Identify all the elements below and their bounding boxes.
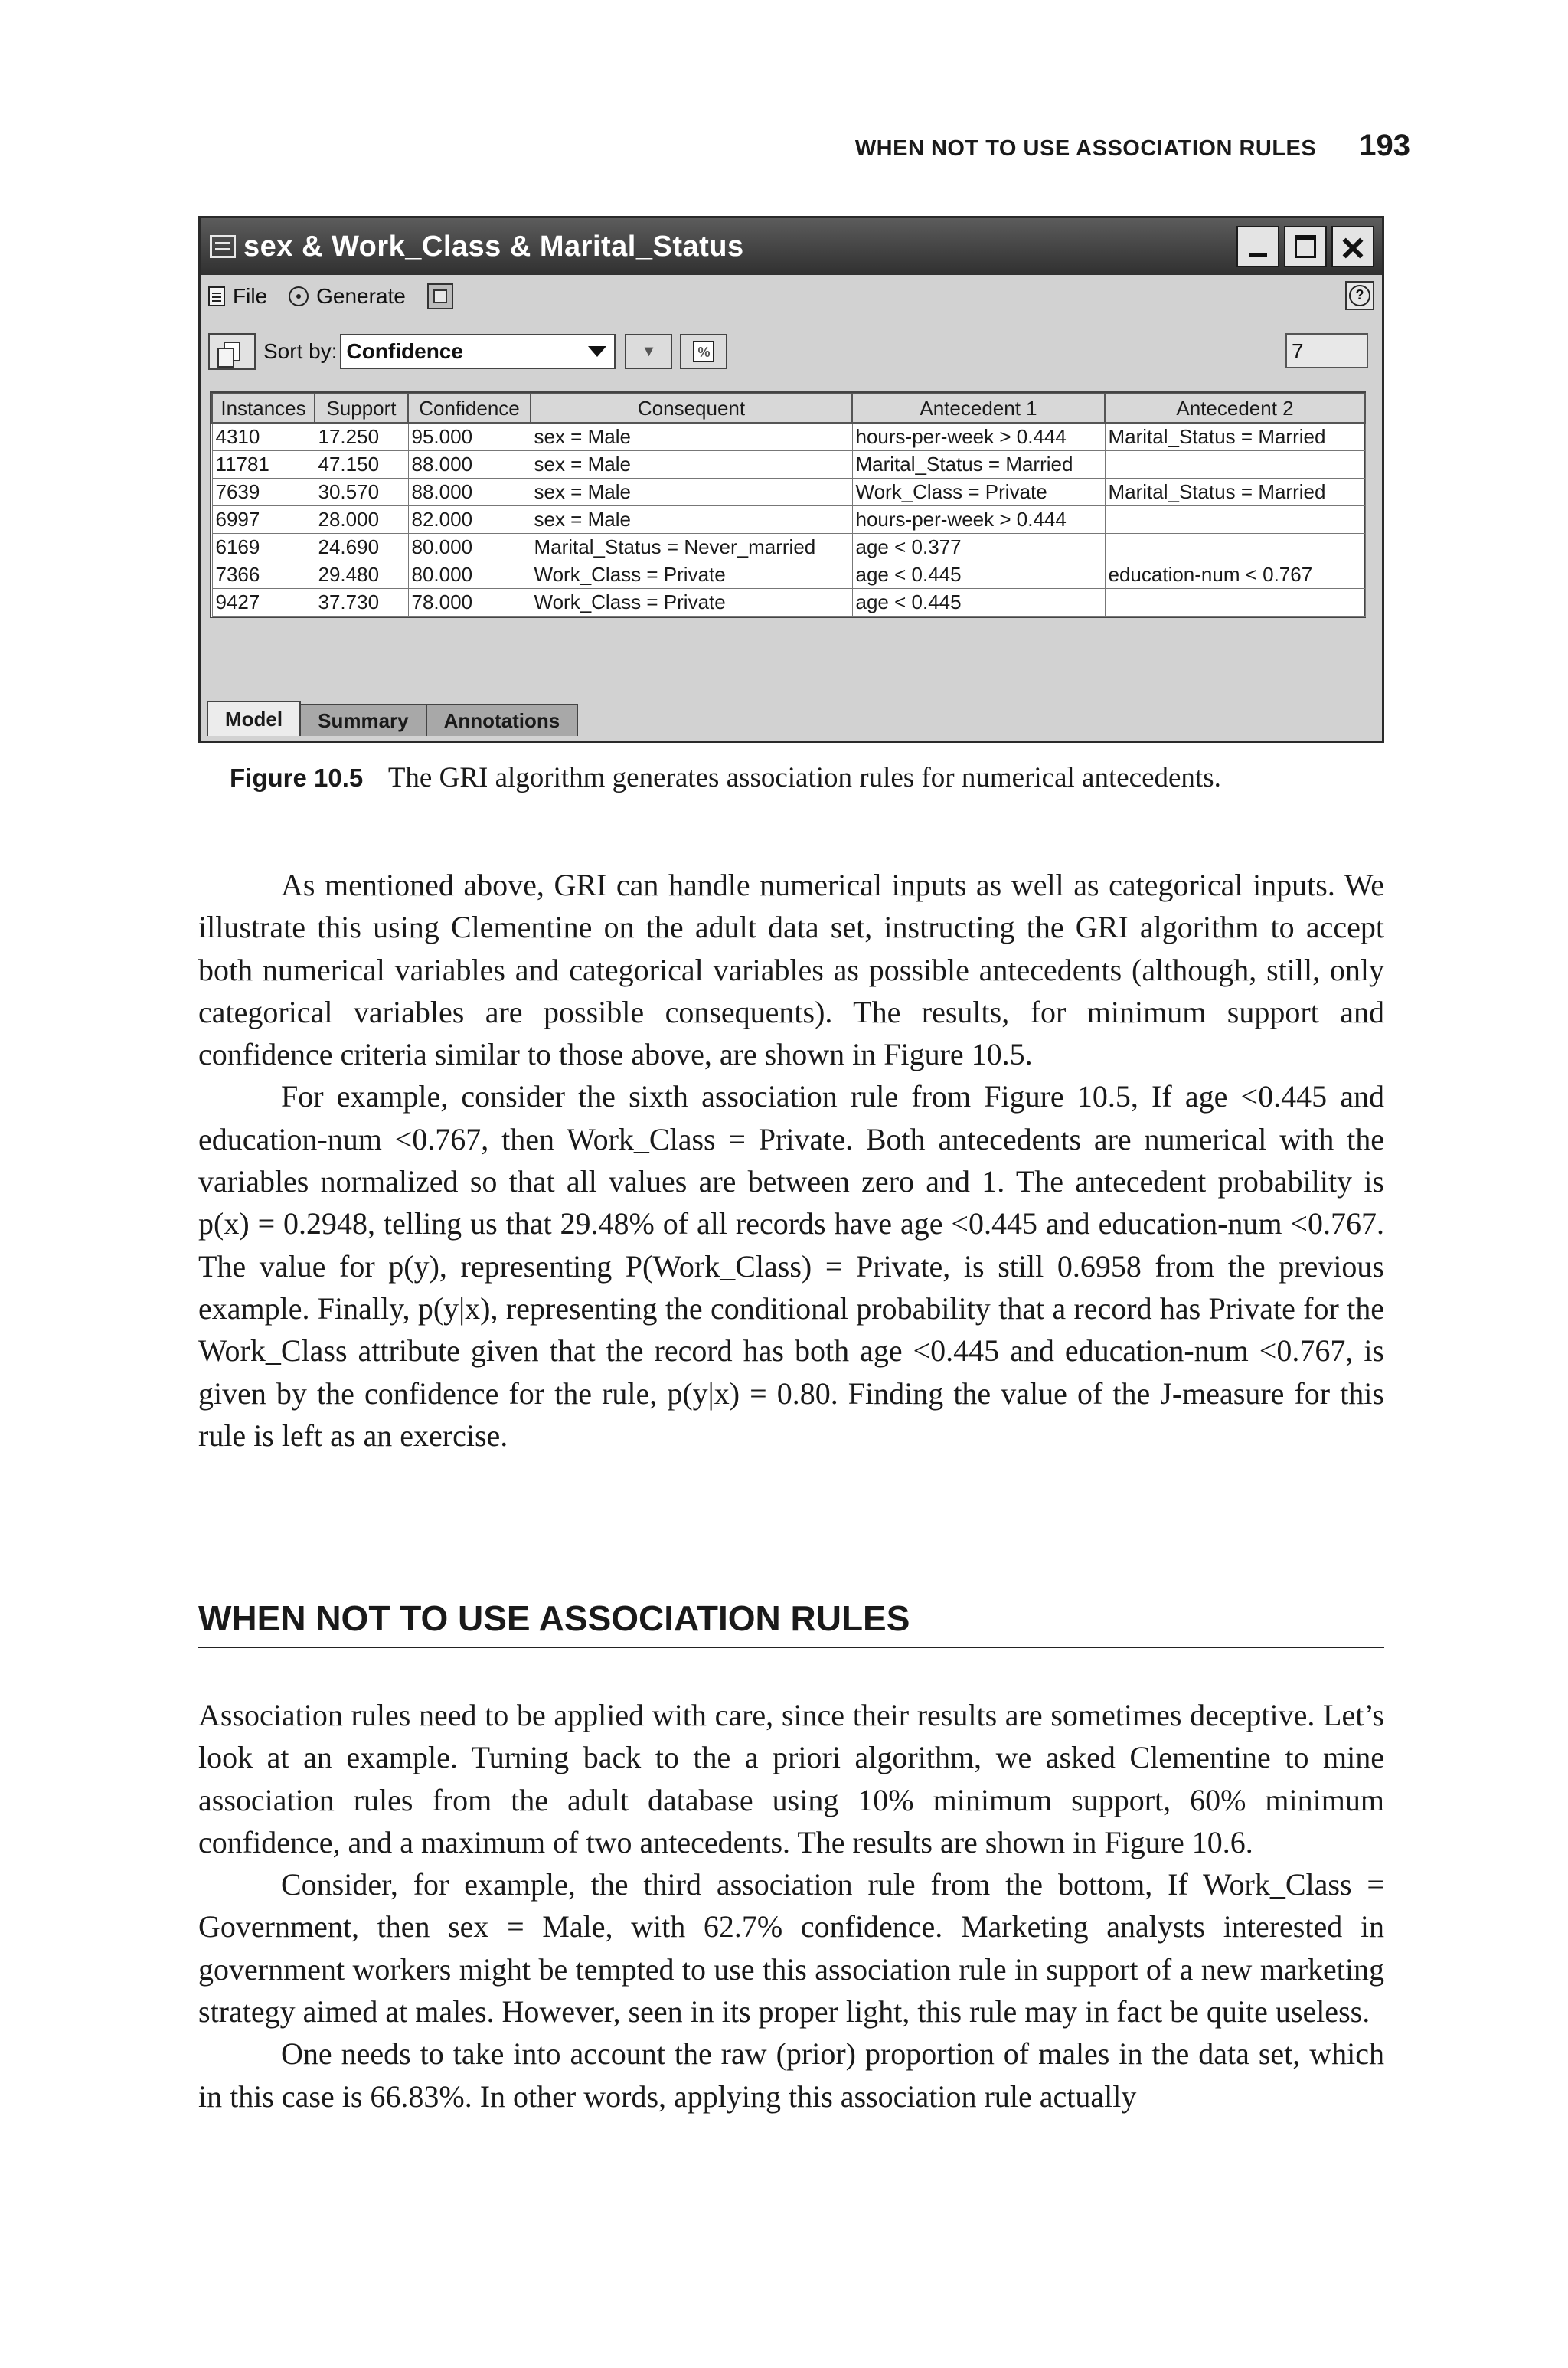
column-header-consequent[interactable]: Consequent xyxy=(531,394,852,423)
rules-table xyxy=(210,391,1366,618)
help-icon: ? xyxy=(1349,285,1370,306)
table-row[interactable] xyxy=(212,561,1365,589)
cell-confidence: 82.000 xyxy=(408,506,531,534)
paragraph-3: Association rules need to be applied with care, since their results are sometimes deceptive. Let’s look at an example. Turning back to the a priori algorithm, we asked Clementine to mine association rules from the adult database using 10% minimum support, 60% minimum confidence, and a maximum of two antecedents. The results are shown in Figure 10.6. xyxy=(198,1698,1384,1859)
cell-consequent: sex = Male xyxy=(531,506,852,534)
cell-confidence: 95.000 xyxy=(408,423,531,451)
rule-count-field: 7 xyxy=(1285,333,1368,368)
body-text-lower xyxy=(198,1694,1384,2118)
menubar xyxy=(208,280,1374,313)
cell-instances: 7366 xyxy=(212,561,315,589)
cell-instances: 6997 xyxy=(212,506,315,534)
paragraph-5: One needs to take into account the raw (prior) proportion of males in the data set, which in this case is 66.83%. In other words, applying this association rule actually xyxy=(198,2036,1384,2114)
cell-antecedent-1: Marital_Status = Married xyxy=(852,451,1105,479)
generate-icon xyxy=(289,286,309,306)
cell-consequent: Work_Class = Private xyxy=(531,561,852,589)
column-header-support[interactable]: Support xyxy=(315,394,408,423)
table-row[interactable] xyxy=(212,589,1365,617)
cell-antecedent-1: hours-per-week > 0.444 xyxy=(852,423,1105,451)
menu-generate[interactable] xyxy=(289,284,406,309)
running-head xyxy=(201,129,1410,172)
window-titlebar[interactable] xyxy=(201,218,1382,275)
menu-generate-label: Generate xyxy=(316,284,406,308)
toolbar xyxy=(208,332,1374,371)
cell-antecedent-2 xyxy=(1105,589,1365,617)
sort-by-select[interactable] xyxy=(340,334,616,369)
tab-model[interactable]: Model xyxy=(207,701,301,736)
help-button[interactable] xyxy=(1345,281,1374,310)
paragraph-2: For example, consider the sixth association rule from Figure 10.5, If age <0.445 and education-num <0.767, then Work_Class = Private. Both antecedents are numerical with the variables normalized so that all values are between zero and 1. The antecedent probability is p(x) = 0.2948, telling us that 29.48% of all records have age <0.445 and education-num <0.767. The value for p(y), representing P(Work_Class) = Private, is still 0.6958 from the previous example. Finally, p(y|x), representing the conditional probability that a record has Private for the Work_Class attribute given that the record has both age <0.445 and education-num <0.767, is given by the confidence for the rule, p(y|x) = 0.80. Finding the value of the J-measure for this rule is left as an exercise. xyxy=(198,1079,1384,1453)
cell-instances: 6169 xyxy=(212,534,315,561)
figure-caption xyxy=(230,760,1378,796)
gri-results-window xyxy=(198,216,1384,743)
cell-support: 47.150 xyxy=(315,451,408,479)
maximize-button[interactable] xyxy=(1284,226,1327,267)
cell-antecedent-1: Work_Class = Private xyxy=(852,479,1105,506)
column-header-confidence[interactable]: Confidence xyxy=(408,394,531,423)
cell-antecedent-2 xyxy=(1105,506,1365,534)
cell-confidence: 88.000 xyxy=(408,479,531,506)
cell-antecedent-2 xyxy=(1105,451,1365,479)
cell-instances: 9427 xyxy=(212,589,315,617)
file-icon xyxy=(208,286,225,306)
column-header-antecedent-2[interactable]: Antecedent 2 xyxy=(1105,394,1365,423)
percent-toggle-button[interactable] xyxy=(680,334,727,369)
close-button[interactable] xyxy=(1331,226,1374,267)
column-header-antecedent-1[interactable]: Antecedent 1 xyxy=(852,394,1105,423)
cell-instances: 11781 xyxy=(212,451,315,479)
sort-by-value: Confidence xyxy=(346,339,463,363)
view-tabs xyxy=(207,701,577,736)
chevron-down-icon xyxy=(588,346,606,357)
window-app-icon xyxy=(210,235,236,258)
cell-support: 37.730 xyxy=(315,589,408,617)
cell-antecedent-2: education-num < 0.767 xyxy=(1105,561,1365,589)
percent-icon: % xyxy=(693,341,714,362)
cell-support: 28.000 xyxy=(315,506,408,534)
body-text-upper xyxy=(198,864,1384,1457)
cell-support: 30.570 xyxy=(315,479,408,506)
cell-support: 17.250 xyxy=(315,423,408,451)
cell-antecedent-2 xyxy=(1105,534,1365,561)
sort-order-button[interactable]: ▼ xyxy=(625,334,672,369)
cell-antecedent-1: hours-per-week > 0.444 xyxy=(852,506,1105,534)
cell-antecedent-2: Marital_Status = Married xyxy=(1105,423,1365,451)
cell-antecedent-1: age < 0.377 xyxy=(852,534,1105,561)
window-title: sex & Work_Class & Marital_Status xyxy=(243,230,744,263)
cell-antecedent-1: age < 0.445 xyxy=(852,561,1105,589)
cell-consequent: sex = Male xyxy=(531,479,852,506)
column-header-instances[interactable]: Instances xyxy=(212,394,315,423)
copy-icon xyxy=(224,342,240,361)
node-tool-icon[interactable] xyxy=(427,283,453,309)
cell-support: 29.480 xyxy=(315,561,408,589)
table-row[interactable] xyxy=(212,451,1365,479)
page-number: 193 xyxy=(1359,129,1410,162)
cell-antecedent-1: age < 0.445 xyxy=(852,589,1105,617)
section-heading: WHEN NOT TO USE ASSOCIATION RULES xyxy=(198,1598,1384,1648)
cell-confidence: 78.000 xyxy=(408,589,531,617)
cell-consequent: sex = Male xyxy=(531,451,852,479)
figure-caption-text: The GRI algorithm generates association rules for numerical antecedents. xyxy=(387,762,1221,793)
table-row[interactable] xyxy=(212,423,1365,451)
cell-support: 24.690 xyxy=(315,534,408,561)
paragraph-1: As mentioned above, GRI can handle numerical inputs as well as categorical inputs. We illustrate this using Clementine on the adult data set, instructing the GRI algorithm to accept both numerical variables and categorical variables as possible antecedents (although, still, only categorical variables are possible consequents). The results, for minimum support and confidence criteria similar to those above, are shown in Figure 10.5. xyxy=(198,868,1384,1072)
figure-label: Figure 10.5 xyxy=(230,764,364,792)
menu-file[interactable] xyxy=(208,284,267,309)
cell-consequent: sex = Male xyxy=(531,423,852,451)
copy-button[interactable] xyxy=(208,333,256,370)
tab-summary[interactable]: Summary xyxy=(299,704,427,736)
tab-annotations[interactable]: Annotations xyxy=(426,704,579,736)
table-row[interactable] xyxy=(212,506,1365,534)
minimize-button[interactable] xyxy=(1236,226,1279,267)
cell-instances: 7639 xyxy=(212,479,315,506)
running-head-title: WHEN NOT TO USE ASSOCIATION RULES xyxy=(854,136,1317,161)
paragraph-4: Consider, for example, the third association rule from the bottom, If Work_Class = Government, then sex = Male, with 62.7% confidence. Marketing analysts interested in government workers might be tempted to use this association rule in support of a new marketing strategy aimed at males. However, seen in its proper light, this rule may in fact be quite useless. xyxy=(198,1867,1384,2029)
table-row[interactable] xyxy=(212,479,1365,506)
cell-instances: 4310 xyxy=(212,423,315,451)
sort-by-label: Sort by: xyxy=(263,339,338,363)
cell-confidence: 80.000 xyxy=(408,534,531,561)
cell-consequent: Marital_Status = Never_married xyxy=(531,534,852,561)
cell-consequent: Work_Class = Private xyxy=(531,589,852,617)
cell-antecedent-2: Marital_Status = Married xyxy=(1105,479,1365,506)
menu-file-label: File xyxy=(233,284,268,308)
cell-confidence: 80.000 xyxy=(408,561,531,589)
table-row[interactable] xyxy=(212,534,1365,561)
cell-confidence: 88.000 xyxy=(408,451,531,479)
